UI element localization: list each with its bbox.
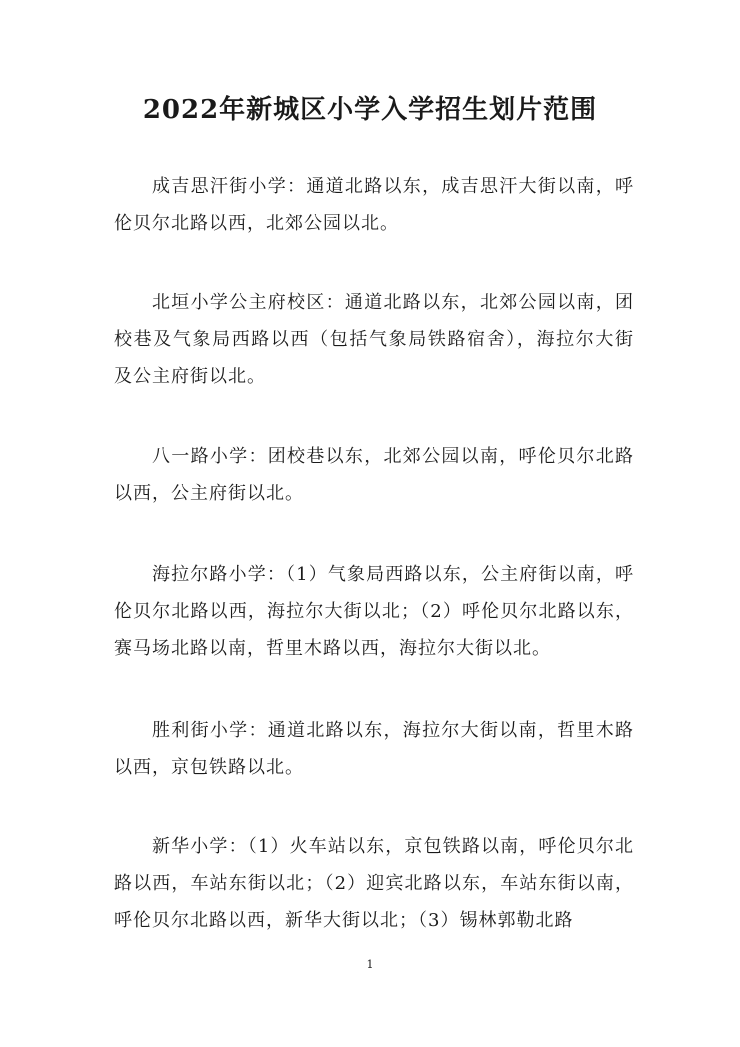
paragraph-bayilu-school: 八一路小学：团校巷以东，北郊公园以南，呼伦贝尔北路以西，公主府街以北。: [114, 446, 634, 504]
paragraph-chengjisihan-school: 成吉思汗街小学：通道北路以东，成吉思汗大街以南，呼伦贝尔北路以西，北郊公园以北。: [114, 176, 634, 234]
paragraph-hailaerlu-school: 海拉尔路小学：（1）气象局西路以东，公主府街以南，呼伦贝尔北路以西，海拉尔大街以北；（2）呼伦贝尔北路以东，赛马场北路以南，哲里木路以西，海拉尔大街以北。: [114, 564, 634, 659]
page-number: 1: [366, 958, 374, 971]
paragraph-shenglijie-school: 胜利街小学：通道北路以东，海拉尔大街以南，哲里木路以西，京包铁路以北。: [114, 720, 634, 778]
paragraph-xinhua-school: 新华小学：（1）火车站以东，京包铁路以南，呼伦贝尔北路以西，车站东街以北；（2）迎宾北路以东，车站东街以南，呼伦贝尔北路以西，新华大街以北；（3）锡林郭勒北路: [114, 836, 634, 931]
paragraph-beiyuan-school: 北垣小学公主府校区：通道北路以东，北郊公园以南，团校巷及气象局西路以西（包括气象局铁路宿舍），海拉尔大街及公主府街以北。: [114, 292, 634, 387]
document-title: 2022年新城区小学入学招生划片范围: [142, 95, 598, 125]
